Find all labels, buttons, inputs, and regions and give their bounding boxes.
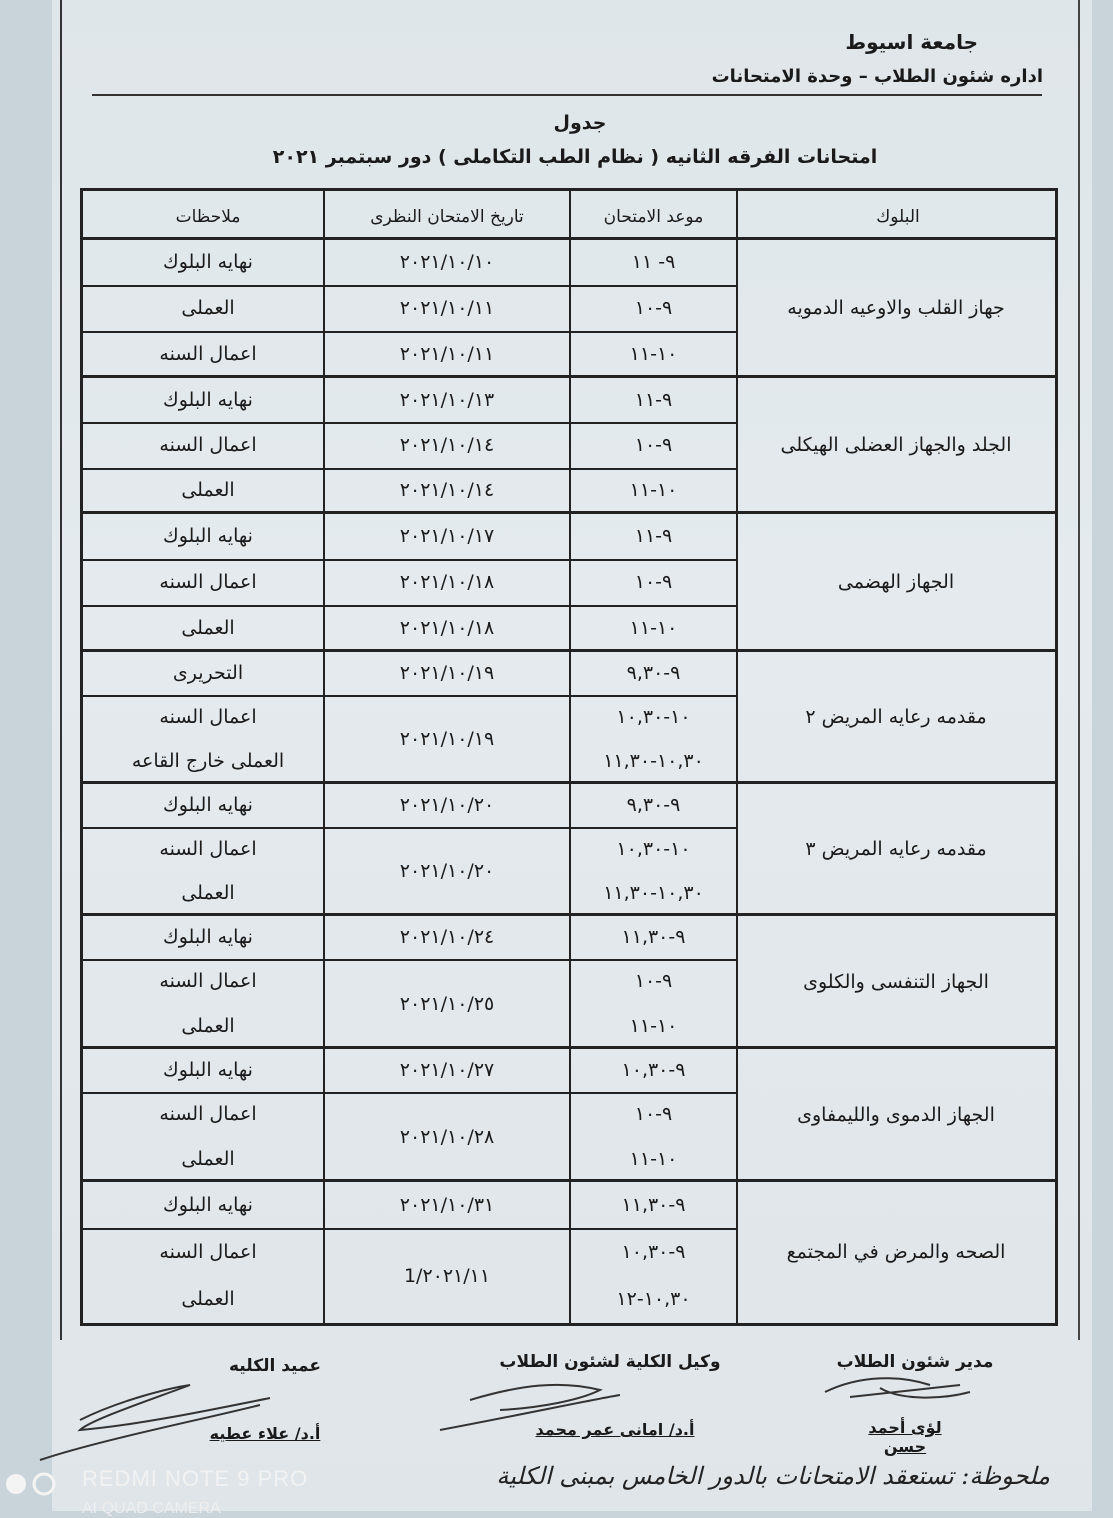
exam-time-cell: ٩-١٠ [634,297,673,319]
exam-time-cell: ٩-٩,٣٠ [626,662,681,684]
exam-date-cell: ٢٠٢١/١١/1 [403,1264,491,1287]
exam-note-cell: العملى [181,479,235,502]
exam-date-cell: ٢٠٢١/١٠/١٧ [399,525,495,547]
exam-time-cell: ٩-١١ [634,388,673,411]
student-affairs-director-name: لؤى أحمد حسن [868,1418,942,1456]
exam-date-cell: ٢٠٢١/١٠/١٤ [399,479,495,502]
exam-note-cell: اعمال السنه [159,571,257,593]
handwritten-note: ملحوظة: تستعقد الامتحانات بالدور الخامس بمبنى الكلية [496,1462,1050,1490]
camera-dots-icon [4,1472,64,1502]
exam-date-cell: ٢٠٢١/١٠/١٨ [399,571,495,593]
exam-date-cell: ٢٠٢١/١٠/١٩ [399,728,495,750]
exam-note-cell: نهايه البلوك [163,1193,253,1216]
exam-time-cell: ٩-١١ [634,525,673,547]
exam-note-cell: اعمال السنه [159,838,257,860]
exam-note-cell: العملى خارج القاعه [131,750,285,772]
header-notes: ملاحظات [175,207,241,227]
block-name-cell: جهاز القلب والاوعيه الدمويه [787,297,1005,319]
exam-time-cell: ١٠,٣٠-١١,٣٠ [603,750,704,772]
exam-note-cell: نهايه البلوك [163,926,253,949]
exam-note-cell: نهايه البلوك [163,1059,253,1082]
exam-note-cell: نهايه البلوك [163,251,253,273]
header-date: تاريخ الامتحان النظرى [370,207,524,227]
exam-time-cell: ١٠-١١ [629,1014,678,1037]
exam-date-cell: ٢٠٢١/١٠/١٩ [399,662,495,684]
signature-dean [40,1385,270,1460]
document-title: جدول [553,112,607,134]
exam-note-cell: اعمال السنه [159,1240,257,1263]
exam-date-cell: ٢٠٢١/١٠/٣١ [399,1193,495,1216]
exam-date-cell: ٢٠٢١/١٠/٢٠ [399,860,495,882]
block-name-cell: الجهاز الهضمى [837,571,955,593]
exam-note-cell: اعمال السنه [159,343,257,365]
exam-time-cell: ١٠-١٠,٣٠ [616,838,691,860]
vice-dean-name: أ.د/ امانى عمر محمد [535,1420,695,1439]
signature-vice [440,1385,620,1430]
camera-watermark: REDMI NOTE 9 PRO [82,1466,309,1491]
exam-date-cell: ٢٠٢١/١٠/١٣ [399,388,495,411]
header-time: موعد الامتحان [603,207,704,227]
vice-dean-title: وكيل الكلية لشئون الطلاب [499,1352,721,1372]
exam-time-cell: ١٠-١١ [629,479,678,502]
exam-time-cell: ١٠,٣٠-١١,٣٠ [603,882,704,904]
exam-note-cell: نهايه البلوك [163,525,253,547]
exam-time-cell: ١٠-١١ [629,343,678,365]
document-subtitle: امتحانات الفرقه الثانيه ( نظام الطب التكاملى ) دور سبتمبر ٢٠٢١ [272,146,878,168]
exam-note-cell: العملى [181,1288,235,1311]
exam-note-cell: اعمال السنه [159,433,257,456]
exam-date-cell: ٢٠٢١/١٠/١١ [399,343,495,365]
block-name-cell: الجهاز التنفسى والكلوى [803,970,989,993]
block-name-cell: الجلد والجهاز العضلى الهيكلى [780,434,1012,456]
exam-time-cell: ٩- ١١ [631,251,676,273]
dean-title: عميد الكليه [229,1356,321,1376]
exam-date-cell: ٢٠٢١/١٠/٢٧ [399,1059,495,1082]
block-name-cell: الصحه والمرض في المجتمع [786,1241,1006,1263]
header-block: البلوك [876,207,920,227]
exam-note-cell: العملى [181,617,235,639]
exam-note-cell: نهايه البلوك [163,794,253,816]
exam-time-cell: ٩-١٠ [634,1103,673,1126]
camera-watermark-sub: AI QUAD CAMERA [82,1500,221,1517]
exam-time-cell: ١٠-١١ [629,1147,678,1170]
exam-time-cell: ٩-١١,٣٠ [621,1193,686,1216]
exam-time-cell: ١٠,٣٠-١٢ [616,1288,691,1311]
exam-note-cell: العملى [181,1147,235,1170]
exam-time-cell: ١٠-١١ [629,617,678,639]
exam-time-cell: ٩-١١,٣٠ [621,926,686,949]
exam-date-cell: ٢٠٢١/١٠/٢٨ [399,1125,495,1148]
exam-note-cell: التحريرى [172,662,244,684]
exam-time-cell: ٩-٩,٣٠ [626,794,681,816]
dean-name: أ.د/ علاء عطيه [209,1424,321,1443]
exam-note-cell: نهايه البلوك [163,388,253,411]
exam-date-cell: ٢٠٢١/١٠/١٠ [399,251,495,273]
exam-date-cell: ٢٠٢١/١٠/٢٤ [399,926,495,949]
exam-date-cell: ٢٠٢١/١٠/٢٠ [399,794,495,816]
department-name: اداره شئون الطلاب – وحدة الامتحانات [711,66,1043,87]
exam-note-cell: العملى [181,297,235,319]
exam-note-cell: اعمال السنه [159,706,257,728]
exam-time-cell: ١٠-١٠,٣٠ [616,706,691,728]
exam-time-cell: ٩-١٠,٣٠ [621,1240,686,1263]
signature-affairs [825,1378,970,1397]
exam-time-cell: ٩-١٠ [634,970,673,993]
exam-time-cell: ٩-١٠,٣٠ [621,1059,686,1082]
block-name-cell: مقدمه رعايه المريض ٣ [805,838,987,860]
exam-note-cell: اعمال السنه [159,970,257,993]
exam-date-cell: ٢٠٢١/١٠/١١ [399,297,495,319]
exam-time-cell: ٩-١٠ [634,571,673,593]
student-affairs-director-title: مدير شئون الطلاب [836,1352,994,1372]
exam-note-cell: العملى [181,882,235,904]
exam-date-cell: ٢٠٢١/١٠/١٤ [399,433,495,456]
exam-time-cell: ٩-١٠ [634,433,673,456]
exam-note-cell: العملى [181,1014,235,1037]
exam-note-cell: اعمال السنه [159,1103,257,1126]
block-name-cell: الجهاز الدموى والليمفاوى [797,1103,995,1126]
block-name-cell: مقدمه رعايه المريض ٢ [805,706,987,728]
university-name: جامعة اسيوط [845,30,978,54]
exam-date-cell: ٢٠٢١/١٠/١٨ [399,617,495,639]
exam-date-cell: ٢٠٢١/١٠/٢٥ [399,992,495,1015]
